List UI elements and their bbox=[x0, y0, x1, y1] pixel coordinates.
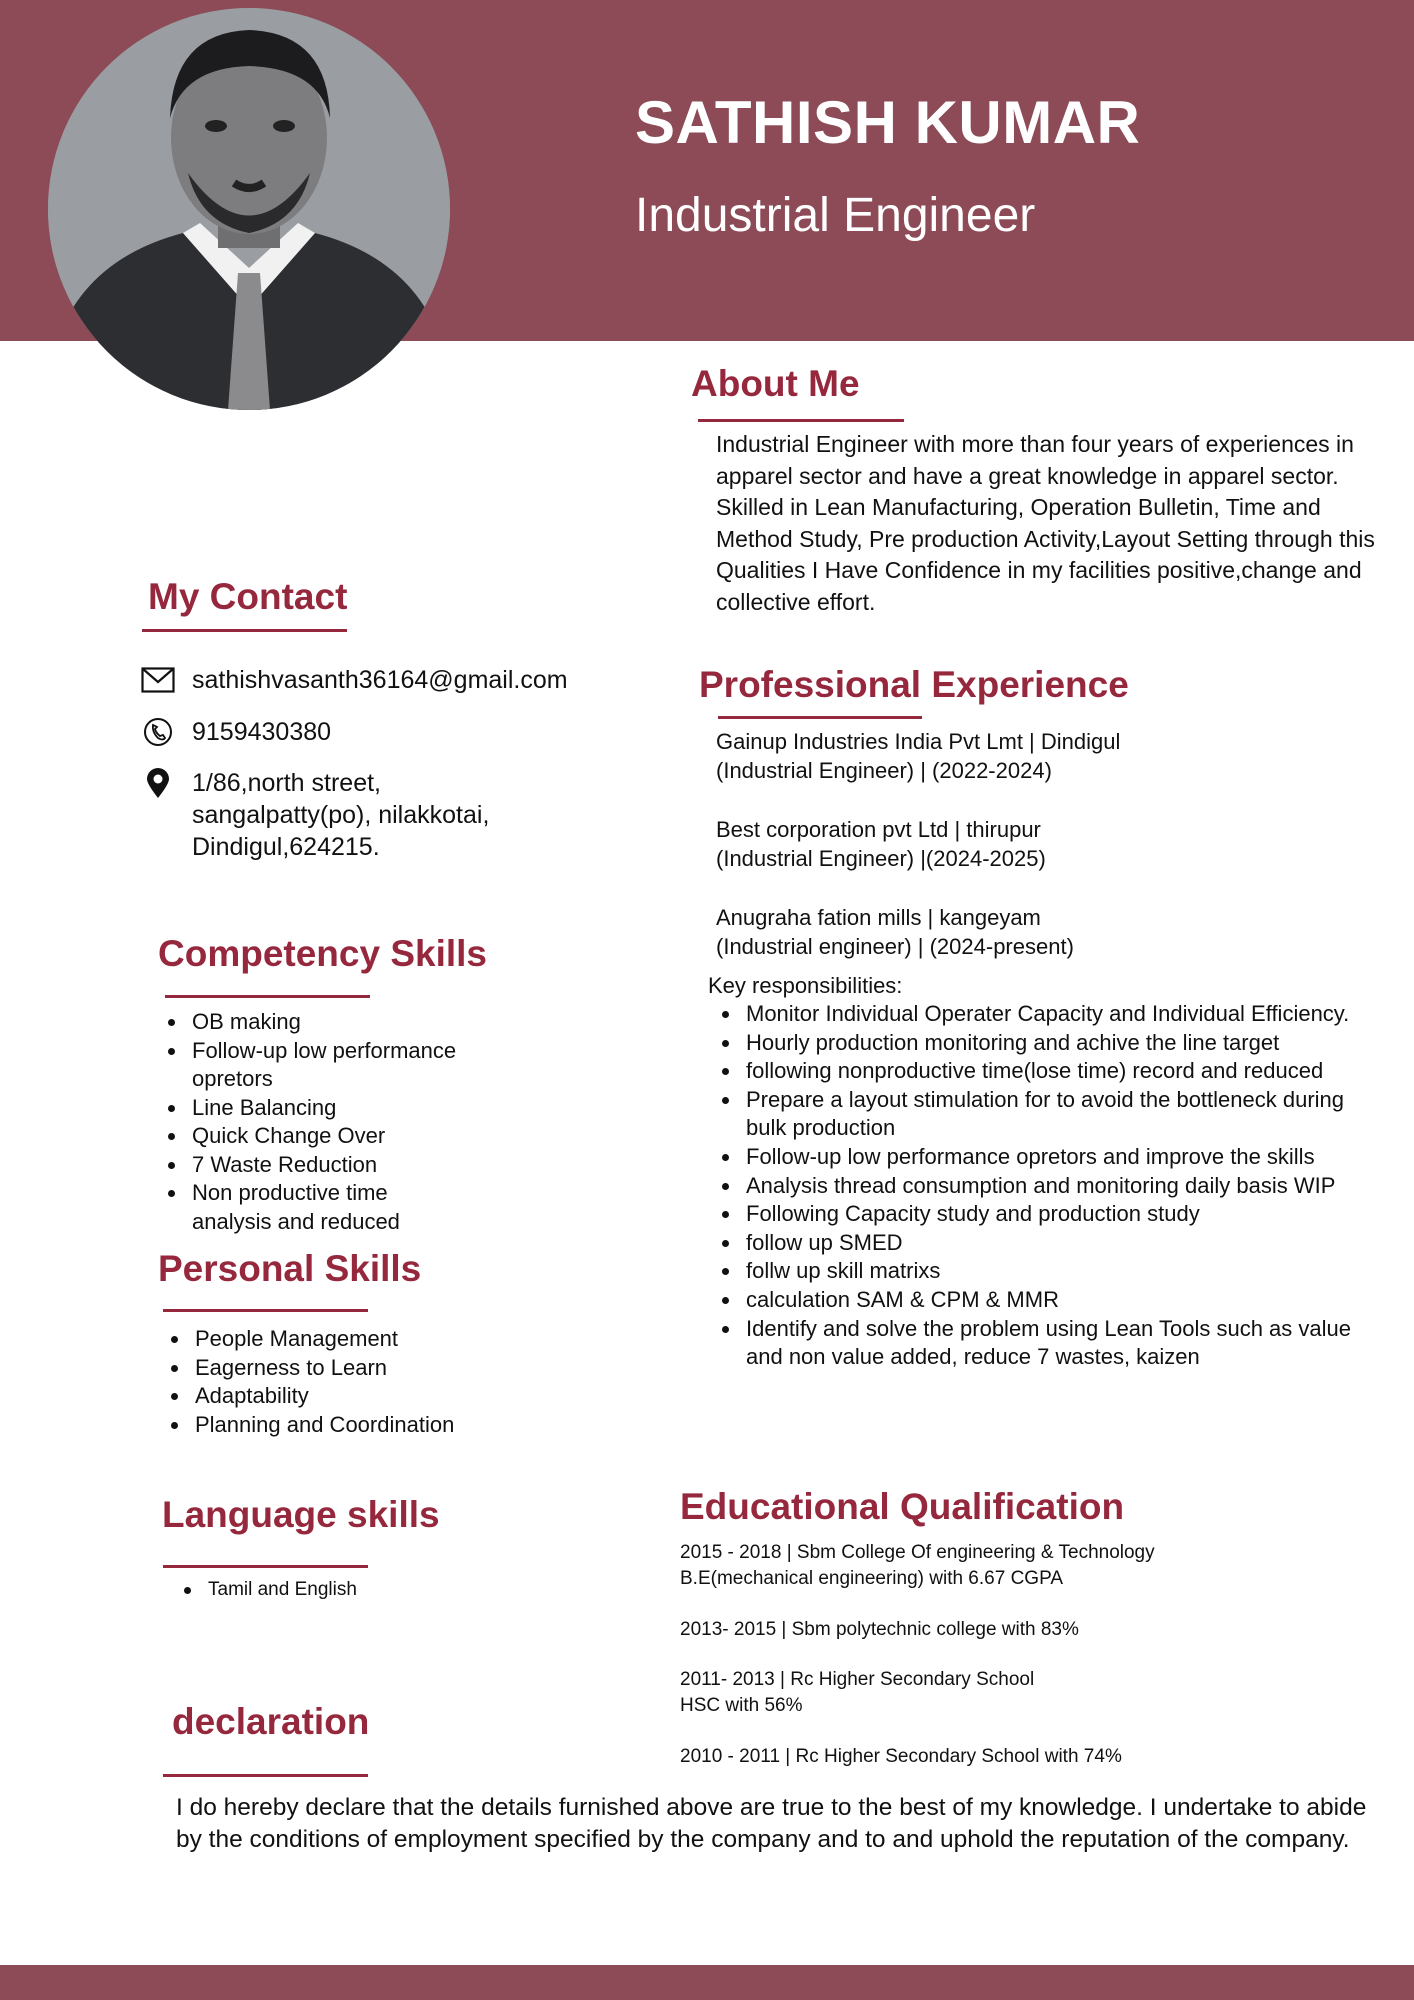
list-item: Identify and solve the problem using Lean Tools such as value and non value added, reduce 7 wastes, kaizen bbox=[714, 1315, 1364, 1372]
list-item: OB making bbox=[160, 1008, 460, 1037]
competency-underline bbox=[165, 995, 370, 998]
profile-photo bbox=[48, 8, 450, 410]
experience-heading: Professional Experience bbox=[699, 664, 1129, 705]
address-line-1: 1/86,north street, bbox=[192, 769, 382, 797]
list-item: Prepare a layout stimulation for to avoid the bottleneck during bulk production bbox=[714, 1086, 1364, 1143]
about-underline bbox=[698, 419, 904, 422]
list-item: Hourly production monitoring and achive the line target bbox=[714, 1029, 1364, 1058]
list-item: Follow-up low performance opretors and improve the skills bbox=[714, 1143, 1364, 1172]
personal-list bbox=[163, 1325, 493, 1439]
education-line: HSC with 56% bbox=[680, 1694, 803, 1716]
list-item: follow up SMED bbox=[714, 1229, 1364, 1258]
list-item: Quick Change Over bbox=[160, 1122, 460, 1151]
job-company: Anugraha fation mills | kangeyam bbox=[716, 905, 1041, 930]
footer-band bbox=[0, 1965, 1414, 2000]
list-item: Tamil and English bbox=[176, 1577, 476, 1603]
contact-email[interactable]: sathishvasanth36164@gmail.com bbox=[192, 666, 568, 694]
contact-heading: My Contact bbox=[148, 576, 348, 617]
list-item: Planning and Coordination bbox=[163, 1411, 493, 1440]
language-underline bbox=[163, 1565, 368, 1568]
list-item: Adaptability bbox=[163, 1382, 493, 1411]
declaration-heading: declaration bbox=[172, 1701, 370, 1742]
list-item: follw up skill matrixs bbox=[714, 1257, 1364, 1286]
responsibilities-list bbox=[714, 1000, 1364, 1372]
candidate-title: Industrial Engineer bbox=[635, 189, 1036, 242]
list-item: calculation SAM & CPM & MMR bbox=[714, 1286, 1364, 1315]
competency-heading: Competency Skills bbox=[158, 933, 488, 974]
language-list bbox=[176, 1577, 476, 1603]
list-item: following nonproductive time(lose time) record and reduced bbox=[714, 1057, 1364, 1086]
about-text: Industrial Engineer with more than four years of experiences in apparel sector and have a great knowledge in apparel sector. Skilled in Lean Manufacturing, Operation Bulletin, Time and Method Study, Pre production Activity,Layout Setting through this Qualities I Have Confidence in my facilities positive,change and collective effort. bbox=[716, 431, 1375, 615]
personal-heading: Personal Skills bbox=[158, 1248, 422, 1289]
contact-phone[interactable]: 9159430380 bbox=[192, 718, 332, 746]
contact-address-row bbox=[140, 767, 489, 863]
map-pin-icon bbox=[140, 767, 176, 799]
education-entry bbox=[680, 1540, 1155, 1591]
list-item: People Management bbox=[163, 1325, 493, 1354]
education-line: 2013- 2015 | Sbm polytechnic college with 83% bbox=[680, 1619, 1079, 1640]
list-item: Non productive time analysis and reduced bbox=[160, 1179, 460, 1236]
personal-underline bbox=[163, 1309, 368, 1312]
education-entry bbox=[680, 1744, 1122, 1770]
declaration-underline bbox=[163, 1774, 368, 1777]
declaration-text: I do hereby declare that the details furnished above are true to the best of my knowledge. I undertake to abide by the conditions of employment specified by the company and to and uphold the reputation of the company. bbox=[176, 1794, 1367, 1853]
candidate-name: SATHISH KUMAR bbox=[635, 89, 1141, 156]
education-entry bbox=[680, 1617, 1079, 1643]
envelope-icon bbox=[140, 664, 176, 696]
education-heading: Educational Qualification bbox=[680, 1486, 1125, 1527]
list-item: Eagerness to Learn bbox=[163, 1354, 493, 1383]
about-heading: About Me bbox=[691, 363, 860, 404]
job-company: Best corporation pvt Ltd | thirupur bbox=[716, 817, 1041, 842]
job-role: (Industrial Engineer) |(2024-2025) bbox=[716, 846, 1046, 871]
education-line: 2015 - 2018 | Sbm College Of engineering & Technology bbox=[680, 1542, 1155, 1563]
contact-phone-row bbox=[140, 716, 331, 748]
list-item: Follow-up low performance opretors bbox=[160, 1037, 460, 1094]
address-line-2: sangalpatty(po), nilakkotai, bbox=[192, 801, 490, 829]
education-line: 2010 - 2011 | Rc Higher Secondary School with 74% bbox=[680, 1746, 1122, 1767]
job-entry bbox=[716, 815, 1046, 873]
contact-address bbox=[192, 767, 489, 863]
list-item: 7 Waste Reduction bbox=[160, 1151, 460, 1180]
job-entry bbox=[716, 903, 1074, 961]
contact-email-row bbox=[140, 664, 568, 696]
experience-underline bbox=[718, 716, 922, 719]
job-role: (Industrial engineer) | (2024-present) bbox=[716, 934, 1074, 959]
competency-list bbox=[160, 1008, 460, 1236]
job-role: (Industrial Engineer) | (2022-2024) bbox=[716, 758, 1052, 783]
education-line: B.E(mechanical engineering) with 6.67 CGPA bbox=[680, 1567, 1064, 1589]
phone-icon bbox=[140, 716, 176, 748]
job-entry bbox=[716, 727, 1120, 785]
language-heading: Language skills bbox=[162, 1494, 440, 1535]
list-item: Monitor Individual Operater Capacity and Individual Efficiency. bbox=[714, 1000, 1364, 1029]
job-company: Gainup Industries India Pvt Lmt | Dindigul bbox=[716, 729, 1121, 754]
education-entry bbox=[680, 1667, 1034, 1718]
list-item: Analysis thread consumption and monitoring daily basis WIP bbox=[714, 1172, 1364, 1201]
list-item: Line Balancing bbox=[160, 1094, 460, 1123]
profile-photo-illustration bbox=[48, 8, 450, 410]
address-line-3: Dindigul,624215. bbox=[192, 833, 380, 861]
education-line: 2011- 2013 | Rc Higher Secondary School bbox=[680, 1669, 1035, 1690]
contact-underline bbox=[142, 629, 347, 632]
list-item: Following Capacity study and production study bbox=[714, 1200, 1364, 1229]
responsibilities-label: Key responsibilities: bbox=[708, 973, 903, 998]
